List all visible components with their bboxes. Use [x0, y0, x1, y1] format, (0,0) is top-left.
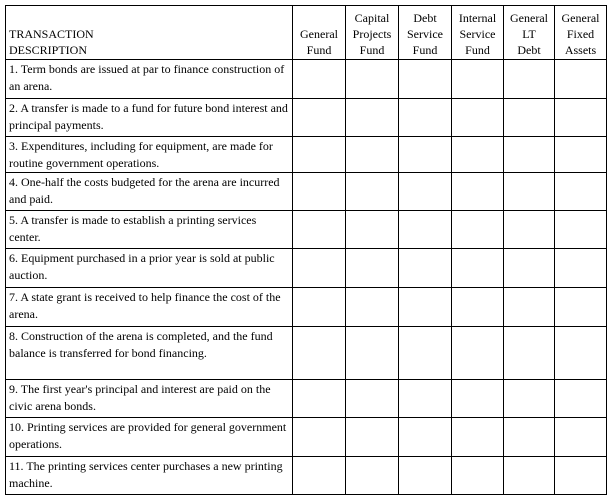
header-line: DESCRIPTION — [9, 43, 88, 57]
table-row — [6, 327, 607, 380]
general-fund-cell[interactable] — [293, 99, 346, 137]
header-line: TRANSACTION — [9, 27, 94, 41]
transaction-description-header — [6, 6, 293, 60]
header-line: General — [561, 11, 600, 25]
debt-service-fund-cell[interactable] — [399, 211, 452, 249]
debt-service-fund-cell[interactable] — [399, 173, 452, 211]
debt-service-fund-cell[interactable] — [399, 457, 452, 495]
internal-service-fund-cell[interactable] — [452, 99, 504, 137]
header-line: Capital — [354, 11, 390, 25]
general-fund-cell[interactable] — [293, 211, 346, 249]
debt-service-fund-cell[interactable] — [399, 380, 452, 418]
table-row — [6, 173, 607, 211]
internal-service-fund-cell[interactable] — [452, 288, 504, 327]
transaction-description: 10. Printing services are provided for general government operations. — [6, 418, 293, 457]
internal-service-fund-cell[interactable] — [452, 137, 504, 173]
transaction-description: 6. Equipment purchased in a prior year is sold at public auction. — [6, 249, 293, 288]
capital-projects-fund-cell[interactable] — [346, 211, 399, 249]
capital-projects-fund-cell[interactable] — [346, 99, 399, 137]
general-lt-debt-cell[interactable] — [504, 457, 555, 495]
transaction-description: 4. One-half the costs budgeted for the arena are incurred and paid. — [6, 173, 293, 211]
capital-projects-fund-header — [346, 6, 399, 60]
general-lt-debt-cell[interactable] — [504, 327, 555, 380]
internal-service-fund-cell[interactable] — [452, 418, 504, 457]
header-line: Fund — [465, 43, 490, 57]
general-fixed-assets-cell[interactable] — [555, 380, 607, 418]
general-fixed-assets-cell[interactable] — [555, 288, 607, 327]
header-line: Projects — [352, 27, 392, 41]
general-fund-cell[interactable] — [293, 288, 346, 327]
general-lt-debt-header — [504, 6, 555, 60]
debt-service-fund-cell[interactable] — [399, 418, 452, 457]
capital-projects-fund-cell[interactable] — [346, 380, 399, 418]
transaction-description: 2. A transfer is made to a fund for future bond interest and principal payments. — [6, 99, 293, 137]
general-fund-cell[interactable] — [293, 137, 346, 173]
debt-service-fund-cell[interactable] — [399, 137, 452, 173]
general-fund-cell[interactable] — [293, 173, 346, 211]
capital-projects-fund-cell[interactable] — [346, 173, 399, 211]
header-line: Service — [459, 27, 496, 41]
table-row — [6, 380, 607, 418]
general-fixed-assets-cell[interactable] — [555, 60, 607, 99]
capital-projects-fund-cell[interactable] — [346, 418, 399, 457]
general-fund-header — [293, 6, 346, 60]
transaction-description: 8. Construction of the arena is completed, and the fund balance is transferred for bond financing. — [6, 327, 293, 380]
header-line: LT — [522, 27, 536, 41]
general-fund-cell[interactable] — [293, 327, 346, 380]
debt-service-fund-cell[interactable] — [399, 99, 452, 137]
general-fixed-assets-cell[interactable] — [555, 418, 607, 457]
general-fixed-assets-header — [555, 6, 607, 60]
general-fixed-assets-cell[interactable] — [555, 137, 607, 173]
header-line: Fund — [306, 43, 332, 57]
transaction-description: 3. Expenditures, including for equipment, are made for routine government operations. — [6, 137, 293, 173]
general-fund-cell[interactable] — [293, 418, 346, 457]
general-lt-debt-cell[interactable] — [504, 418, 555, 457]
transaction-fund-table — [5, 5, 607, 495]
debt-service-fund-cell[interactable] — [399, 249, 452, 288]
transaction-description: 7. A state grant is received to help finance the cost of the arena. — [6, 288, 293, 327]
general-fund-cell[interactable] — [293, 60, 346, 99]
general-lt-debt-cell[interactable] — [504, 249, 555, 288]
header-line: Fixed — [566, 27, 595, 41]
internal-service-fund-cell[interactable] — [452, 211, 504, 249]
general-lt-debt-cell[interactable] — [504, 288, 555, 327]
table-row — [6, 211, 607, 249]
header-line: Service — [407, 27, 443, 41]
header-line: Fund — [359, 43, 385, 57]
table-row — [6, 60, 607, 99]
table-row — [6, 249, 607, 288]
transaction-description: 11. The printing services center purchases a new printing machine. — [6, 457, 293, 495]
general-lt-debt-cell[interactable] — [504, 60, 555, 99]
header-line: Internal — [458, 11, 497, 25]
general-fixed-assets-cell[interactable] — [555, 211, 607, 249]
header-row — [6, 6, 607, 60]
internal-service-fund-cell[interactable] — [452, 173, 504, 211]
general-lt-debt-cell[interactable] — [504, 211, 555, 249]
transaction-description: 9. The first year's principal and interest are paid on the civic arena bonds. — [6, 380, 293, 418]
capital-projects-fund-cell[interactable] — [346, 249, 399, 288]
internal-service-fund-cell[interactable] — [452, 249, 504, 288]
header-line: General — [510, 11, 548, 25]
capital-projects-fund-cell[interactable] — [346, 288, 399, 327]
table-row — [6, 288, 607, 327]
internal-service-fund-header — [452, 6, 504, 60]
general-fund-cell[interactable] — [293, 249, 346, 288]
general-fixed-assets-cell[interactable] — [555, 249, 607, 288]
table-row — [6, 418, 607, 457]
internal-service-fund-cell[interactable] — [452, 380, 504, 418]
general-fixed-assets-cell[interactable] — [555, 457, 607, 495]
transaction-description: 1. Term bonds are issued at par to finance construction of an arena. — [6, 60, 293, 99]
debt-service-fund-header — [399, 6, 452, 60]
general-fixed-assets-cell[interactable] — [555, 327, 607, 380]
internal-service-fund-cell[interactable] — [452, 327, 504, 380]
capital-projects-fund-cell[interactable] — [346, 60, 399, 99]
general-fund-cell[interactable] — [293, 457, 346, 495]
transaction-description: 5. A transfer is made to establish a printing services center. — [6, 211, 293, 249]
table-row — [6, 99, 607, 137]
debt-service-fund-cell[interactable] — [399, 60, 452, 99]
header-line: General — [300, 27, 338, 41]
debt-service-fund-cell[interactable] — [399, 288, 452, 327]
capital-projects-fund-cell[interactable] — [346, 327, 399, 380]
debt-service-fund-cell[interactable] — [399, 327, 452, 380]
header-line: Debt — [413, 11, 437, 25]
general-lt-debt-cell[interactable] — [504, 99, 555, 137]
table-row — [6, 137, 607, 173]
internal-service-fund-cell[interactable] — [452, 60, 504, 99]
table-row — [6, 457, 607, 495]
capital-projects-fund-cell[interactable] — [346, 457, 399, 495]
header-line: Assets — [564, 43, 597, 57]
general-fund-cell[interactable] — [293, 380, 346, 418]
general-fixed-assets-cell[interactable] — [555, 173, 607, 211]
general-lt-debt-cell[interactable] — [504, 380, 555, 418]
header-line: Debt — [517, 43, 541, 57]
general-lt-debt-cell[interactable] — [504, 173, 555, 211]
header-line: Fund — [412, 43, 438, 57]
internal-service-fund-cell[interactable] — [452, 457, 504, 495]
general-lt-debt-cell[interactable] — [504, 137, 555, 173]
general-fixed-assets-cell[interactable] — [555, 99, 607, 137]
capital-projects-fund-cell[interactable] — [346, 137, 399, 173]
